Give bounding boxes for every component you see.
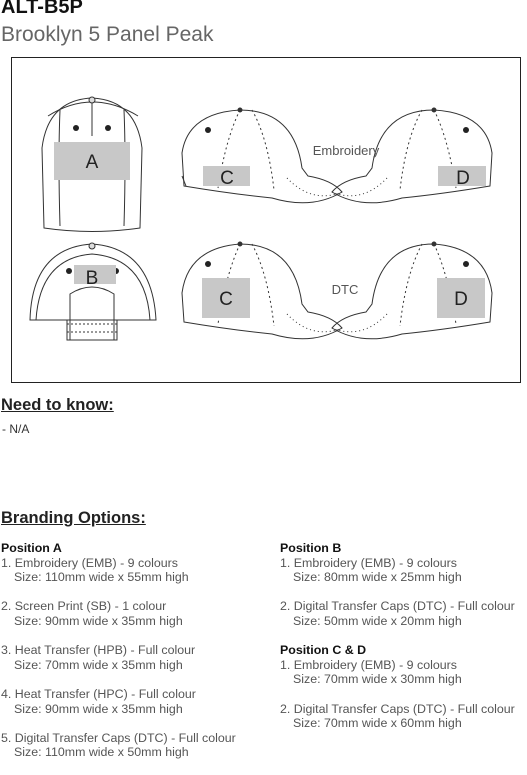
option-size: Size: 110mm wide x 50mm high <box>14 745 189 760</box>
position-a-option <box>1 599 271 628</box>
need-to-know-heading: Need to know: <box>1 396 114 414</box>
position-b-option <box>280 556 527 585</box>
embroidery-label: Embroidery <box>312 143 380 158</box>
dtc-label: DTC <box>331 282 359 297</box>
label-d-dtc: D <box>454 289 468 310</box>
option-label: 2. Digital Transfer Caps (DTC) - Full colour <box>280 599 515 614</box>
position-cd-title: Position C & D <box>280 643 367 658</box>
product-name: Brooklyn 5 Panel Peak <box>1 23 214 46</box>
option-label: 1. Embroidery (EMB) - 9 colours <box>280 657 457 672</box>
option-size: Size: 70mm wide x 60mm high <box>293 716 462 731</box>
position-b-title: Position B <box>280 541 342 555</box>
label-b: B <box>85 268 99 289</box>
position-a-title: Position A <box>1 541 62 555</box>
label-a: A <box>85 152 99 173</box>
need-to-know-text: - N/A <box>2 422 30 436</box>
cap-back-view <box>30 243 156 340</box>
branding-options-heading: Branding Options: <box>1 509 146 527</box>
option-size: Size: 70mm wide x 35mm high <box>14 657 183 672</box>
label-d-embroidery: D <box>456 168 470 189</box>
position-cd-option <box>280 658 527 687</box>
position-b-cd-column <box>280 541 527 745</box>
option-label: 4. Heat Transfer (HPC) - Full colour <box>1 686 196 701</box>
label-c-embroidery: C <box>220 168 234 189</box>
option-size: Size: 110mm wide x 55mm high <box>14 570 189 585</box>
position-cd-option <box>280 702 527 731</box>
cap-illustrations <box>12 58 522 384</box>
position-a-option <box>1 687 271 716</box>
position-a-option <box>1 731 271 760</box>
option-label: 1. Embroidery (EMB) - 9 colours <box>280 555 457 570</box>
position-a-option <box>1 643 271 672</box>
option-label: 3. Heat Transfer (HPB) - Full colour <box>1 643 196 658</box>
option-label: 1. Embroidery (EMB) - 9 colours <box>1 555 178 570</box>
position-a-option <box>1 556 271 585</box>
option-size: Size: 90mm wide x 35mm high <box>14 613 183 628</box>
position-b-option <box>280 599 527 628</box>
option-size: Size: 80mm wide x 25mm high <box>293 570 462 585</box>
option-label: 5. Digital Transfer Caps (DTC) - Full colour <box>1 730 236 745</box>
position-a-column <box>1 541 271 775</box>
option-size: Size: 70mm wide x 30mm high <box>293 672 462 687</box>
option-size: Size: 50mm wide x 20mm high <box>293 613 462 628</box>
cap-diagram <box>11 57 521 383</box>
label-c-dtc: C <box>219 289 233 310</box>
option-label: 2. Screen Print (SB) - 1 colour <box>1 599 167 614</box>
product-code: ALT-B5P <box>1 0 83 18</box>
option-label: 2. Digital Transfer Caps (DTC) - Full colour <box>280 701 515 716</box>
option-size: Size: 90mm wide x 35mm high <box>14 701 183 716</box>
